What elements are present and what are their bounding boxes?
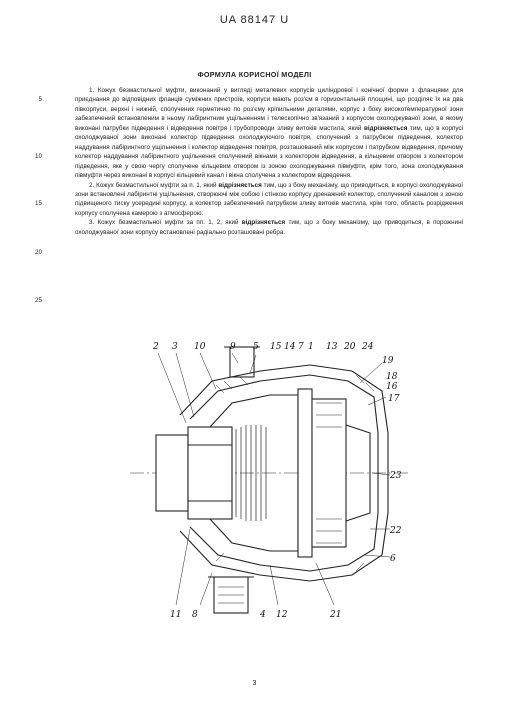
claim-2: 2. Кожух безмастильної муфти за п. 1, який відрізняється тим, що з боку механізму, що приводиться, в корпусі охолоджуваної зони встановлені лабіринтні ущільнення, створюючі між собою і стінкою корпусу дренажний колектор, сполучений каналом з зоною підвищеного тиску усередині корпусу, а колектор забезпечений патрубком зливу витоків мастила, крім того, область розрідження корпусу сполучена камерою з атмосферою. [75,181,464,217]
figure-label: 3 [172,342,178,352]
figure-label: 10 [194,342,206,352]
figure-label: 13 [326,342,338,352]
figure-label: 6 [390,554,396,564]
figure-label: 12 [276,610,288,620]
figure-label: 21 [330,610,342,620]
figure-label: 15 [270,342,282,352]
figure-label: 19 [382,356,394,366]
claim-3: 3. Кожух безмастильної муфти за пп. 1, 2, який відрізняється тим, що з боку механізму, що приводиться, в порожнині охолоджуваної зони корпусу встановлені радіально розташовані ребра. [75,219,464,236]
figure-label: 18 [386,372,398,382]
claim-1: 1. Кожух безмастильної муфти, виконаний у вигляді металевих корпусів циліндрової і конічної форми з фланцями для приєднання до відповідних фланців суміжних пристроїв, корпуси мають роз'єм в горизонтальній площині, що розділяє їх на два півкорпуси, верхні і нижній, сполучених герметично по роз'єму кріпильними деталями, корпус з боку високотемпературної зони забезпечений встановленим в ньому лабіринтним ущільненням і телескопічно зв'язаний з корпусом охолоджуваної зони, в якому виконані патрубки підведення і відведення повітря і трубопроводи зливу витоків мастила, який відрізняється тим, що в корпусі охолоджуваної зони виконані колектор підведення охолоджуючого повітря, сполучений з патрубком підведення, колектор наддування лабіринтного ущільнення і колектор відведення повітря, розташований між корпусом і патрубком відведення, причому колектор наддування лабіринтного ущільнення сполучений вікнами з колектором відведення, а кільцевим отвором з колектором підведення, яке у свою чергу сполучене кільцевим отвором із зоною охолоджування півмуфти, крім того, зона охолоджування півмуфти через виконані в корпусі кільцевий канал і вікна сполучена з колектором відведення. [75,87,463,180]
figure-label: 23 [390,471,402,481]
figure-label: 4 [260,610,266,620]
figure-label: 17 [388,394,400,404]
page-number: 3 [252,680,257,687]
technical-drawing [120,333,420,628]
claims-text [75,86,463,237]
figure-label: 14 [284,342,296,352]
line-number: 15 [34,200,42,207]
line-number: 10 [34,153,42,160]
figure-label: 11 [170,610,182,620]
figure-label: 24 [362,342,374,352]
line-number: 25 [34,297,42,304]
line-number: 5 [38,96,42,103]
figure-label: 9 [230,342,236,352]
line-number: 20 [34,249,42,256]
figure-label: 8 [192,610,198,620]
patent-number: UA 88147 U [219,14,290,26]
figure-label: 20 [344,342,356,352]
figure-label: 22 [390,526,402,536]
coupling-housing-drawing [120,333,420,628]
figure-label: 2 [153,342,159,352]
section-title: ФОРМУЛА КОРИСНОЇ МОДЕЛІ [197,70,312,79]
figure-label: 7 [298,342,304,352]
figure-label: 5 [253,342,259,352]
figure-label: 1 [308,342,314,352]
figure-label: 16 [386,382,398,392]
